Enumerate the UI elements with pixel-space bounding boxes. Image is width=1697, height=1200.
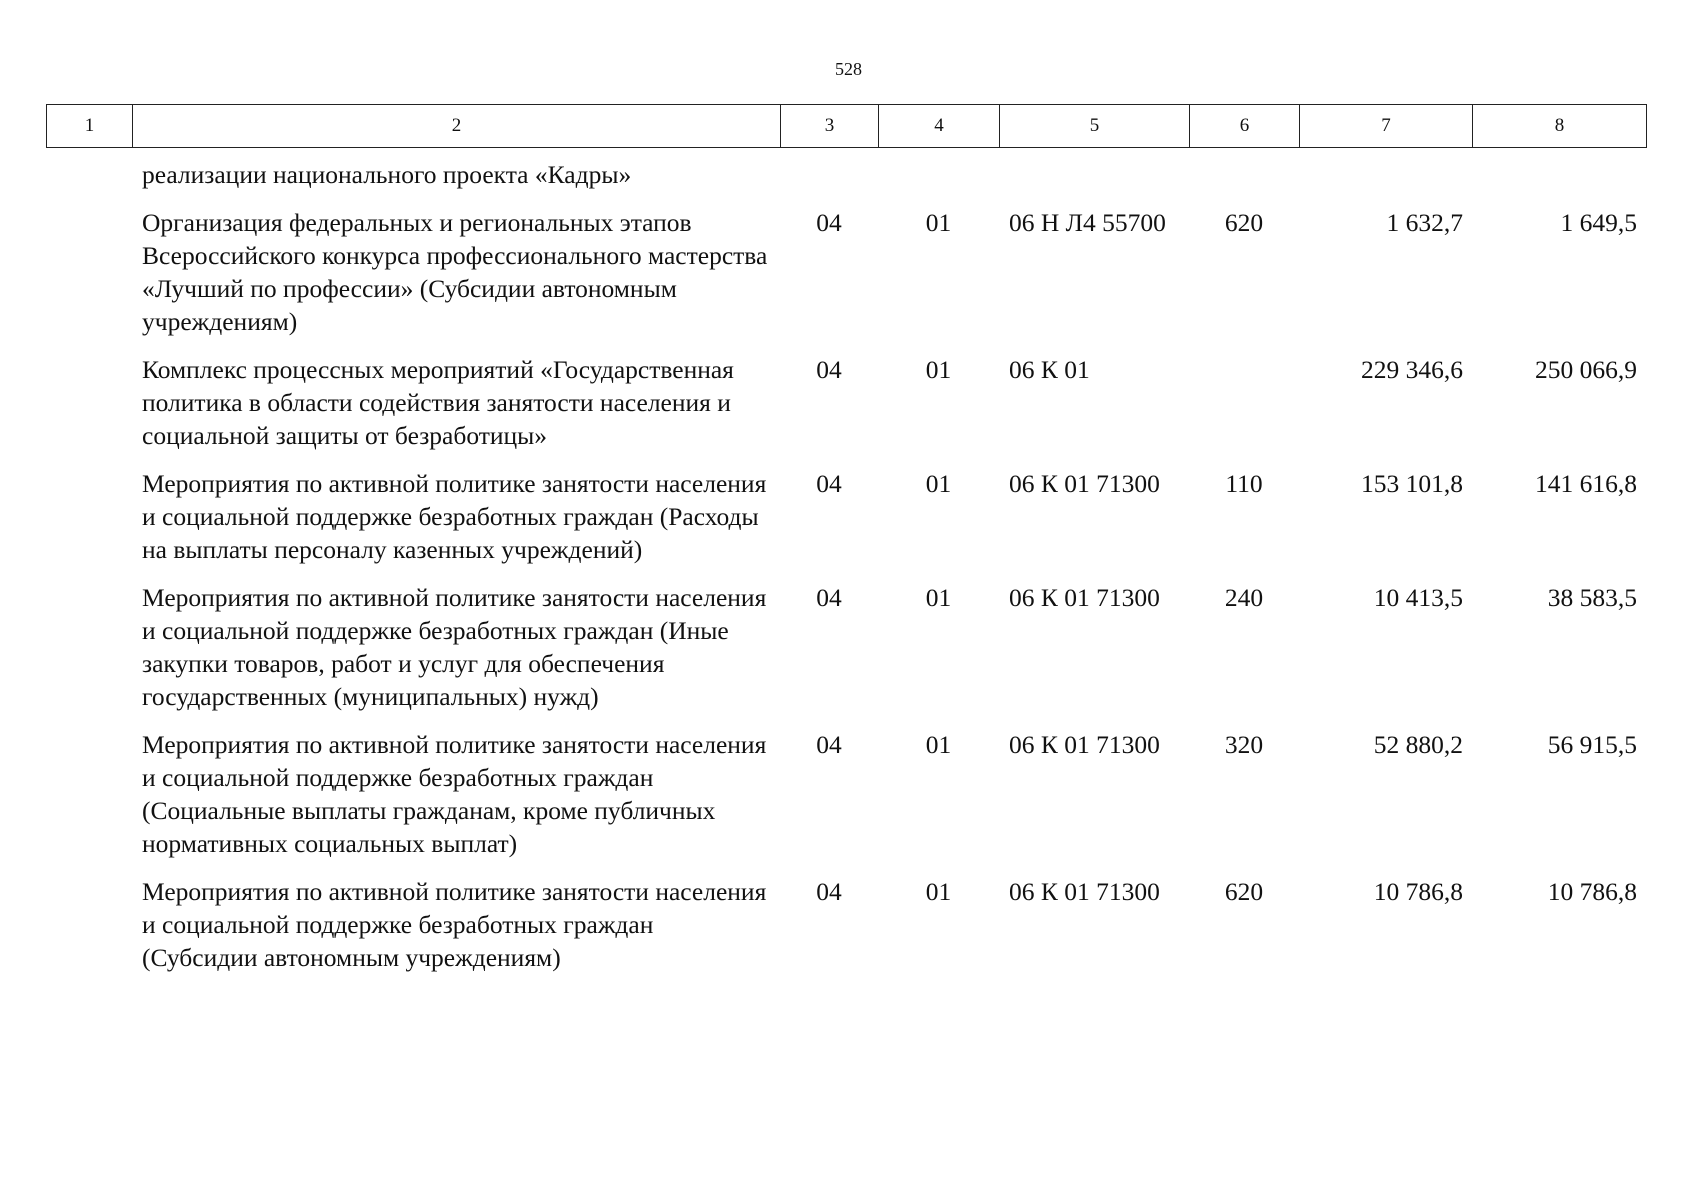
row-expense-type: 620 xyxy=(1224,877,1264,906)
header-cell-7: 7 xyxy=(1300,105,1473,148)
row-expense-type: 320 xyxy=(1224,730,1264,759)
row-subsection: 01 xyxy=(925,583,952,612)
row-amount-col8: 38 583,5 xyxy=(1547,583,1637,612)
row-expense-type: 110 xyxy=(1225,469,1263,498)
table-row xyxy=(46,581,1646,713)
table-row xyxy=(46,158,1646,191)
row-target-code: 06 К 01 71300 xyxy=(1009,877,1160,906)
row-description: реализации национального проекта «Кадры» xyxy=(142,160,632,189)
row-spacer xyxy=(46,338,1646,353)
row-spacer xyxy=(46,713,1646,728)
row-amount-col7: 153 101,8 xyxy=(1361,469,1463,498)
header-cell-3: 3 xyxy=(781,105,879,148)
row-amount-col8: 56 915,5 xyxy=(1547,730,1637,759)
row-amount-col8: 141 616,8 xyxy=(1535,469,1637,498)
table-row xyxy=(46,467,1646,566)
row-description: Мероприятия по активной политике занятости населения и социальной поддержке безработных граждан (Расходы на выплаты персоналу казенных учреждений) xyxy=(142,469,767,564)
row-target-code xyxy=(999,158,1189,191)
header-cell-5: 5 xyxy=(1000,105,1190,148)
row-description: Мероприятия по активной политике занятости населения и социальной поддержке безработных граждан (Иные закупки товаров, работ и услуг для обеспечения государственных (муниципальных) нужд) xyxy=(142,583,767,711)
row-section: 04 xyxy=(816,730,842,759)
row-amount-col7: 52 880,2 xyxy=(1373,730,1463,759)
row-expense-type xyxy=(1189,353,1299,452)
table-row xyxy=(46,875,1646,974)
row-target-code: 06 К 01 71300 xyxy=(1009,730,1160,759)
row-amount-col8: 1 649,5 xyxy=(1560,208,1637,237)
header-cell-8: 8 xyxy=(1473,105,1647,148)
row-expense-type: 240 xyxy=(1224,583,1264,612)
row-description: Организация федеральных и региональных этапов Всероссийского конкурса профессионального мастерства «Лучший по профессии» (Субсидии автономным учреждениям) xyxy=(142,208,768,336)
row-description: Мероприятия по активной политике занятости населения и социальной поддержке безработных граждан (Социальные выплаты гражданам, кроме публичных нормативных социальных выплат) xyxy=(142,730,767,858)
row-amount-col8: 10 786,8 xyxy=(1547,877,1637,906)
table-row xyxy=(46,728,1646,860)
header-cell-1: 1 xyxy=(47,105,133,148)
row-section: 04 xyxy=(816,355,842,384)
row-subsection: 01 xyxy=(925,730,952,759)
header-cell-2: 2 xyxy=(133,105,781,148)
row-amount-col7: 229 346,6 xyxy=(1361,355,1463,384)
row-target-code: 06 К 01 71300 xyxy=(1009,583,1160,612)
row-target-code: 06 Н Л4 55700 xyxy=(1009,208,1166,237)
row-subsection: 01 xyxy=(925,877,952,906)
table-row xyxy=(46,353,1646,452)
row-section: 04 xyxy=(816,208,842,237)
row-section xyxy=(780,158,878,191)
row-amount-col7: 10 413,5 xyxy=(1373,583,1463,612)
header-cell-6: 6 xyxy=(1190,105,1300,148)
row-spacer xyxy=(46,860,1646,875)
budget-table xyxy=(46,158,1646,974)
table-row xyxy=(46,206,1646,338)
row-target-code: 06 К 01 71300 xyxy=(1009,469,1160,498)
row-subsection: 01 xyxy=(925,355,952,384)
column-header-table xyxy=(46,104,1647,148)
row-description: Комплекс процессных мероприятий «Государственная политика в области содействия занятости населения и социальной защиты от безработицы» xyxy=(142,355,734,450)
header-cell-4: 4 xyxy=(879,105,1000,148)
row-subsection: 01 xyxy=(925,469,952,498)
page-number: 528 xyxy=(835,59,862,79)
row-expense-type: 620 xyxy=(1224,208,1264,237)
header-row xyxy=(47,105,1647,148)
row-amount-col8: 250 066,9 xyxy=(1535,355,1637,384)
row-subsection xyxy=(878,158,999,191)
row-section: 04 xyxy=(816,583,842,612)
row-amount-col8 xyxy=(1472,158,1646,191)
row-expense-type xyxy=(1189,158,1299,191)
row-spacer xyxy=(46,566,1646,581)
row-spacer xyxy=(46,191,1646,206)
row-description: Мероприятия по активной политике занятости населения и социальной поддержке безработных граждан (Субсидии автономным учреждениям) xyxy=(142,877,767,972)
row-amount-col7: 10 786,8 xyxy=(1373,877,1463,906)
row-amount-col7 xyxy=(1299,158,1472,191)
row-subsection: 01 xyxy=(925,208,952,237)
row-section: 04 xyxy=(816,877,842,906)
row-section: 04 xyxy=(816,469,842,498)
row-amount-col7: 1 632,7 xyxy=(1386,208,1463,237)
row-spacer xyxy=(46,452,1646,467)
row-target-code: 06 К 01 xyxy=(1009,355,1090,384)
